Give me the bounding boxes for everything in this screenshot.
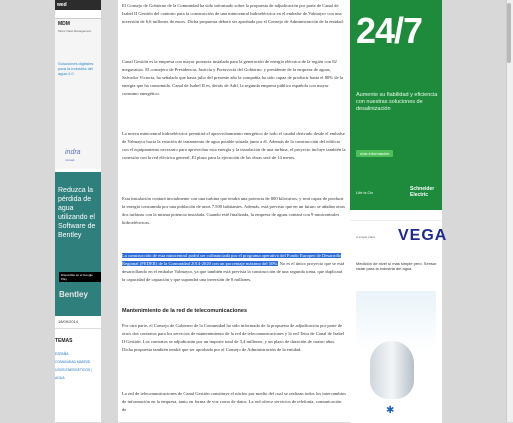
article-paragraph: La nueva minicentral hidroeléctrica permitirá el aprovechamiento energético de todo el caudal derivado desde el embalse de Valmayor hacia la estación de tratamiento de agua potable situada junto a él. Además de la construcción del edificio con el equipamiento necesario para aprovechar esta energía y la instalación de una turbina, el proyecto incluye también la conexión con la red eléctrica general. El plazo para la ejecución de las obras será de 14 meses. (122, 131, 346, 160)
tag-link[interactable]: ESPAÑA (55, 352, 69, 356)
tag-link[interactable]: AGUA (55, 376, 65, 380)
indra-logo: indra (65, 149, 81, 156)
bentley-logo: Bentley (59, 290, 88, 299)
ad-headline: 24/7 (356, 10, 423, 51)
mdm-subtitle: Motor Data Management (58, 29, 92, 33)
ad-banner-indra[interactable] (55, 18, 101, 169)
schneider-logo: Schneider Electric (410, 186, 435, 198)
ad-tagline: Life is On (356, 190, 373, 195)
vega-logo: VEGA (398, 227, 448, 244)
ad-banner-schneider[interactable] (350, 0, 442, 210)
top-ad-strip[interactable] (55, 0, 101, 10)
vertical-scrollbar[interactable] (506, 0, 513, 422)
minsait-logo: minsait (65, 158, 75, 162)
divider (55, 328, 101, 329)
article-paragraph: El Consejo de Gobierno de la Comunidad ha sido informado sobre la propuesta de adjudicación por parte de Canal de Isabel II Gestión del contrato para la construcción de una minicentral hidroeléctrica en el embalse de Valmayor con una inversión de 6,6 millones de euros. Dicha propuesta deberá ser aprobada por el Consejo de Administración de la entidad. (122, 3, 344, 24)
ad-banner-bentley[interactable] (55, 172, 101, 316)
article-date: 18/09/2014 (58, 319, 79, 324)
ad-slogan: A simple place (356, 235, 376, 239)
tag-link[interactable]: COMUNIDAD MADRID (55, 360, 91, 364)
ad-text: Reduzca la pérdida de agua utilizando el Software de Bentley (58, 187, 96, 239)
ad-label: wed (57, 2, 67, 8)
temas-heading: TEMAS (55, 338, 73, 344)
ad-text: Medición de nivel sí más simple pero. Sensor radar para la industria del agua (356, 261, 437, 271)
selected-text[interactable]: La construcción de esta minicentral podrá ser cofinanciada por el programa operativo del Fondo Europeo de Desarrollo Regional (FEDER) de la Comunidad 2014-2020 con un porcentaje máximo del 50%. (122, 253, 342, 266)
section-heading: Mantenimiento de la red de telecomunicaciones (122, 308, 248, 314)
bluetooth-icon: ✱ (386, 405, 395, 416)
article-paragraph: Por otra parte, el Consejo de Gobierno de la Comunidad ha sido informado de la propuesta de adjudicación por parte de otros dos contratos para los servicios de mantenimiento de la red de telecomunicaciones y la red Tetra de Canal de Isabel II Gestión. Los contratos se adjudicarán por un importe total de 3,4 millones, y un plazo de duración de cuatro años. Dicha propuesta también tendrá que ser aprobada por el Consejo de Administración de la entidad. (122, 323, 345, 352)
paragraph-text: No es el único proyecto que se está desarrollando en el embalse Valmayor, ya que también está prevista la construcción de una segunda toma, que duplicará la capacidad de captación y que supondrá una inversión de 8 millones. (122, 261, 345, 282)
radar-sensor-image (370, 341, 414, 399)
google-play-badge[interactable]: Disponible en el Google Play (59, 272, 101, 282)
scrollbar-thumb[interactable] (507, 3, 511, 63)
article-paragraph: La red de telecomunicaciones de Canal Gestión constituye el núcleo por medio del cual se realizan todos los intercambios de información en la empresa, tanto en forma de voz como de datos. La red ofrece servicios de telefonía, comunicación de (122, 391, 346, 412)
tag-link[interactable]: USOS ENERGÉTICOS (55, 368, 91, 372)
article-paragraph (122, 252, 346, 284)
more-info-button[interactable]: más información (356, 150, 393, 157)
ad-banner-vega[interactable] (350, 220, 448, 423)
tag-separator: | (91, 368, 93, 372)
article-paragraph: Canal Gestión es la empresa con mayor potencia instalada para la generación de energía eléctrica de la región con 82 megavatios. El consejero de Presidencia, Justicia y Portavocía del Gobierno, y presidente de la empresa de aguas, Salvador Victoria, ha señalado que hasta julio del presente año la compañía ha sido capaz de producir hasta el 80% de la energía que ha consumido. Canal de Isabel II es, detrás de Adif, la segunda empresa pública española con mayor consumo energético. (122, 59, 344, 96)
mdm-logo: MDM (58, 21, 70, 27)
ad-text: Soluciones digitales para la industria del agua 4.0 (58, 61, 94, 76)
tag-list (55, 350, 101, 382)
ad-text: Aumente su fiabilidad y eficiencia con nuestras soluciones de desalinización (356, 92, 438, 112)
article-paragraph: Esta instalación contará inicialmente con una turbina que tendrá una potencia de 800 kilovatios, y será capaz de producir la energía consumida por una población de unos 7.500 habitantes. Además, está previsto que en un futuro se añadan otras dos turbinas con la misma potencia instalada. Cuando esté finalizada, la empresa de aguas contará con 9 minicentrales hidroeléctricas. (122, 196, 345, 225)
